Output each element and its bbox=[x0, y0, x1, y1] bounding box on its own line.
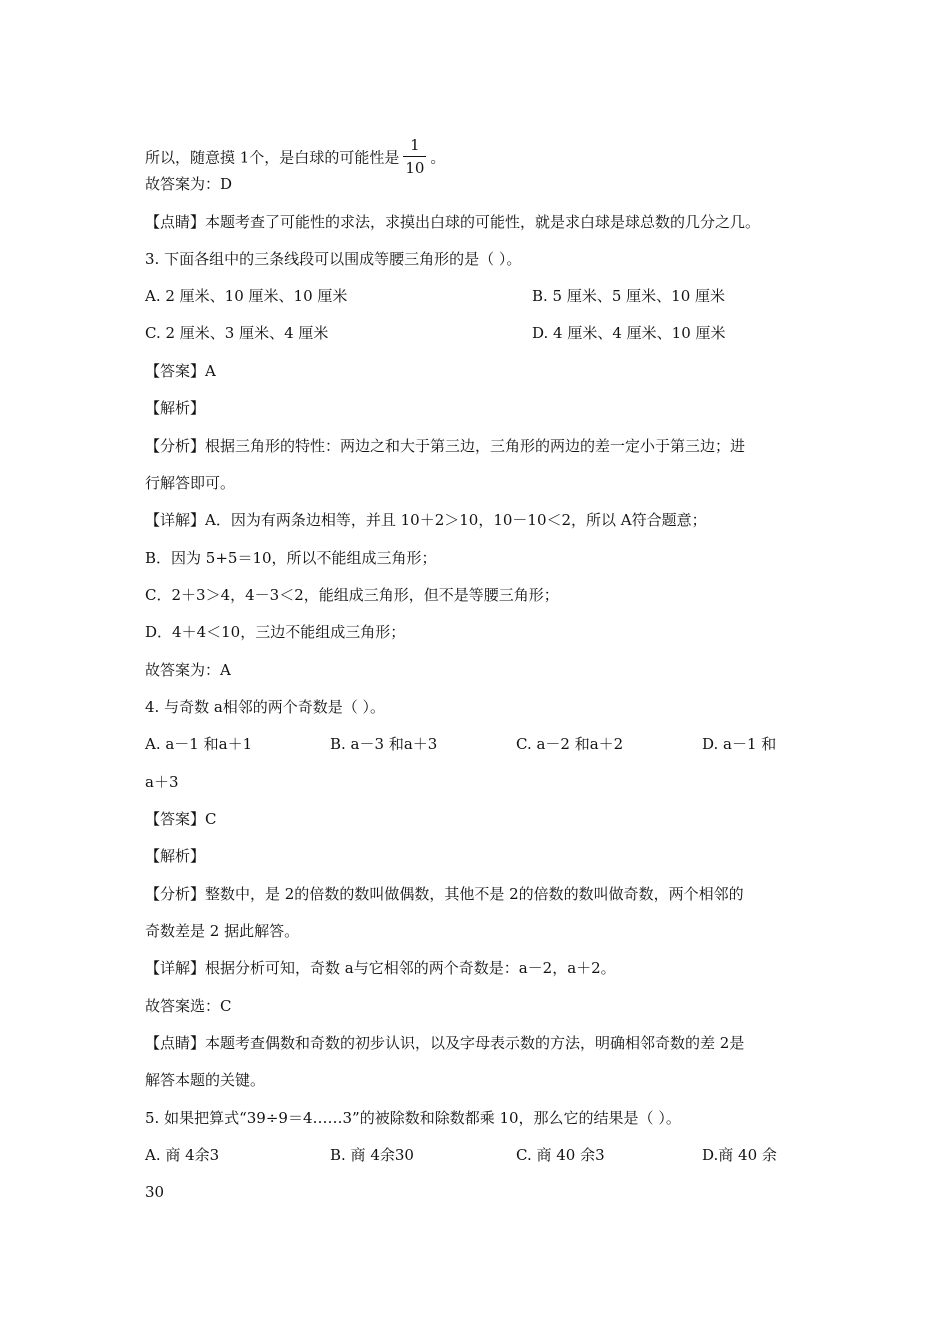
q5-question: 5. 如果把算式“39÷9＝4……3”的被除数和除数都乘 10，那么它的结果是（ ）。 bbox=[145, 1109, 681, 1127]
probability-statement-suffix: 。 bbox=[430, 148, 446, 167]
q4-analysis-label: 【解析】 bbox=[145, 847, 206, 865]
fraction-numerator: 1 bbox=[410, 136, 420, 154]
q3-question: 3. 下面各组中的三条线段可以围成等腰三角形的是（ ）。 bbox=[145, 250, 522, 268]
q4-analysis-line-2: 奇数差是 2 据此解答。 bbox=[145, 922, 300, 940]
q3-analysis-line-2: 行解答即可。 bbox=[145, 474, 236, 492]
q3-detail-d: D．4＋4＜10，三边不能组成三角形； bbox=[145, 623, 406, 641]
q4-answer: 【答案】C bbox=[145, 810, 217, 828]
q4-analysis-line-1: 【分析】整数中，是 2的倍数的数叫做偶数，其他不是 2的倍数的数叫做奇数，两个相邻的 bbox=[145, 885, 744, 903]
q5-option-d: D.商 40 余 bbox=[702, 1146, 777, 1164]
fraction-denominator: 10 bbox=[405, 159, 425, 177]
fraction-one-tenth bbox=[403, 135, 426, 178]
q3-answer: 【答案】A bbox=[145, 362, 216, 380]
q3-option-b: B. 5 厘米、5 厘米、10 厘米 bbox=[532, 287, 726, 305]
probability-statement-prefix: 所以，随意摸 1个，是白球的可能性是 bbox=[145, 148, 400, 167]
q3-option-a: A. 2 厘米、10 厘米、10 厘米 bbox=[145, 287, 348, 305]
q4-option-d-continued: a＋3 bbox=[145, 773, 179, 791]
q4-option-c: C. a－2 和a＋2 bbox=[516, 735, 624, 753]
q4-comment-line-2: 解答本题的关键。 bbox=[145, 1071, 266, 1089]
q3-analysis-line-1: 【分析】根据三角形的特性：两边之和大于第三边，三角形的两边的差一定小于第三边；进 bbox=[145, 437, 746, 455]
q3-detail-a: 【详解】A．因为有两条边相等，并且 10＋2＞10，10－10＜2，所以 A符合题意； bbox=[145, 511, 707, 529]
q4-option-b: B. a－3 和a＋3 bbox=[330, 735, 438, 753]
q3-detail-b: B．因为 5+5＝10，所以不能组成三角形； bbox=[145, 549, 437, 567]
q4-detail: 【详解】根据分析可知，奇数 a与它相邻的两个奇数是：a－2，a＋2。 bbox=[145, 959, 616, 977]
q5-option-d-continued: 30 bbox=[145, 1183, 165, 1201]
q5-option-b: B. 商 4余30 bbox=[330, 1146, 414, 1164]
q3-conclusion: 故答案为：A bbox=[145, 661, 231, 679]
q4-question: 4. 与奇数 a相邻的两个奇数是（ ）。 bbox=[145, 698, 386, 716]
q3-option-c: C. 2 厘米、3 厘米、4 厘米 bbox=[145, 324, 329, 342]
q3-option-d: D. 4 厘米、4 厘米、10 厘米 bbox=[532, 324, 726, 342]
q4-comment-line-1: 【点睛】本题考查偶数和奇数的初步认识，以及字母表示数的方法，明确相邻奇数的差 2是 bbox=[145, 1034, 745, 1052]
q4-option-a: A. a－1 和a＋1 bbox=[145, 735, 253, 753]
q4-option-d: D. a－1 和 bbox=[702, 735, 777, 753]
probability-statement bbox=[145, 136, 446, 177]
q3-analysis-label: 【解析】 bbox=[145, 399, 206, 417]
fraction-bar bbox=[403, 156, 426, 157]
q4-conclusion: 故答案选：C bbox=[145, 997, 232, 1015]
q5-option-a: A. 商 4余3 bbox=[145, 1146, 220, 1164]
q3-detail-c: C．2＋3＞4，4－3＜2，能组成三角形，但不是等腰三角形； bbox=[145, 586, 559, 604]
q2-conclusion: 故答案为：D bbox=[145, 175, 233, 193]
q2-comment: 【点睛】本题考查了可能性的求法，求摸出白球的可能性，就是求白球是球总数的几分之几。 bbox=[145, 213, 761, 231]
q5-option-c: C. 商 40 余3 bbox=[516, 1146, 605, 1164]
